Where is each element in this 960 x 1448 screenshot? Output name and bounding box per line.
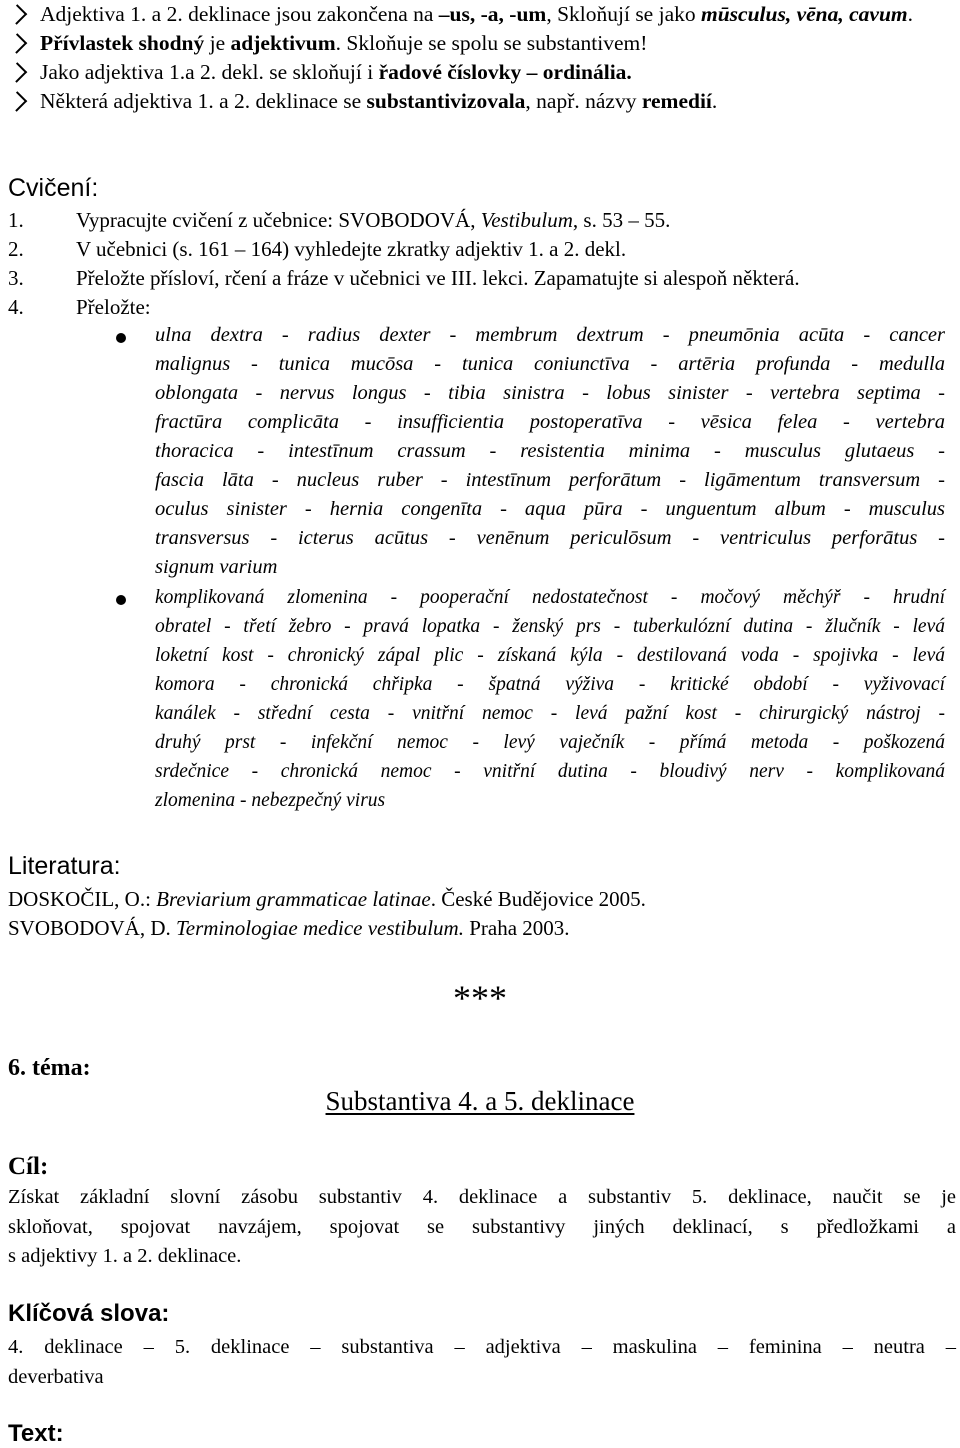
separator-stars: *** (453, 978, 507, 1018)
czech-phrase-line: srdečnice - chronická nemoc - vnitřní dutina - bloudivý nerv - komplikovaná (155, 761, 945, 782)
czech-phrases (155, 583, 945, 815)
exercise-item (8, 206, 670, 234)
text-run: řadové číslovky – ordinália. (378, 60, 632, 84)
text-run: . (907, 2, 914, 26)
text-run: . České Budějovice 2005. (430, 887, 646, 911)
text-run: DOSKOČIL, O.: (8, 887, 157, 911)
text-run: substantivizovala (366, 89, 526, 113)
bullet-item (8, 87, 717, 116)
latin-phrase-line: oculus sinister - hernia congenīta - aqua pūra - unguentum album - musculus (155, 498, 945, 520)
literatura-heading: Literatura: (8, 852, 121, 880)
keywords-text (8, 1333, 956, 1392)
text-run: . (711, 89, 718, 113)
bullet-item (8, 29, 647, 58)
exercise-item (8, 293, 151, 321)
czech-phrase-line: loketní kost - chronický zápal plic - získaná kýla - destilovaná voda - spojivka - levá (155, 645, 945, 666)
bullet-dot (116, 595, 126, 605)
text-run: , např. názvy (525, 89, 642, 113)
keywords-line: deverbativa (8, 1365, 104, 1388)
latin-phrase-line: oblongata - nervus longus - tibia sinistra - lobus sinister - vertebra septima - (155, 382, 945, 404)
text-run: Vestibulum (480, 208, 573, 232)
cil-heading: Cíl: (8, 1153, 49, 1180)
cil-line: skloňovat, spojovat navzájem, spojovat se substantivy jiných deklinací, s předložkami a (8, 1215, 956, 1238)
exercise-number: 4. (8, 295, 24, 319)
bullet-dot (116, 333, 126, 343)
text-run: adjektivum (230, 31, 336, 55)
text-run: je (204, 31, 231, 55)
exercise-number: 2. (8, 237, 24, 261)
text-run: Jako adjektiva 1.a 2. dekl. se skloňují i (40, 60, 379, 84)
arrow-bullet-icon (7, 33, 28, 54)
latin-phrase-line: malignus - tunica mucōsa - tunica coniunctīva - artēria profunda - medulla (155, 353, 945, 375)
keywords-heading: Klíčová slova: (8, 1300, 170, 1327)
bullet-item (8, 58, 632, 87)
text-run: Přívlastek shodný (40, 31, 205, 55)
latin-phrase-line: fractūra complicāta - insufficientia postoperatīva - vēsica felea - vertebra (155, 411, 945, 433)
topic-title-wrap (0, 1084, 960, 1118)
text-run: Breviarium grammaticae latinae (156, 887, 431, 911)
czech-phrase-line: kanálek - střední cesta - vnitřní nemoc - levá pažní kost - chirurgický nástroj - (155, 703, 945, 724)
text-run: Terminologiae medice vestibulum. (176, 916, 464, 940)
text-run: Přeložte přísloví, rčení a fráze v učebnici ve III. lekci. Zapamatujte si alespoň některá. (76, 266, 800, 290)
topic-label: 6. téma: (8, 1055, 91, 1081)
reference-item (8, 885, 646, 913)
latin-phrases (155, 321, 945, 582)
text-run: mūsculus, vēna, cavum (701, 2, 908, 26)
cil-line: Získat základní slovní zásobu substantiv 4. deklinace a substantiv 5. deklinace, naučit se je (8, 1186, 956, 1208)
czech-phrase-line: druhý prst - infekční nemoc - levý vaječník - přímá metoda - poškozená (155, 732, 945, 753)
arrow-bullet-icon (7, 91, 28, 112)
exercise-item (8, 235, 626, 263)
text-heading: Text: (8, 1420, 64, 1447)
cil-line: s adjektivy 1. a 2. deklinace. (8, 1245, 242, 1267)
text-run: Některá adjektiva 1. a 2. deklinace se (40, 89, 367, 113)
exercise-number: 1. (8, 208, 24, 232)
cviceni-heading: Cvičení: (8, 174, 99, 202)
reference-item (8, 914, 570, 942)
arrow-bullet-icon (7, 62, 28, 83)
exercise-number: 3. (8, 266, 24, 290)
keywords-line: 4. deklinace – 5. deklinace – substantiva – adjektiva – maskulina – feminina – neutra – (8, 1336, 956, 1358)
text-run: SVOBODOVÁ, D. (8, 916, 177, 940)
cil-text (8, 1183, 956, 1272)
text-run: Praha 2003. (463, 916, 570, 940)
topic-title: Substantiva 4. a 5. deklinace (325, 1086, 635, 1116)
czech-phrase-line: komplikovaná zlomenina - pooperační nedostatečnost - močový měchýř - hrudní (155, 587, 945, 608)
bullet-item (8, 0, 913, 29)
text-run: , Skloňují se jako (546, 2, 701, 26)
latin-phrase-line: signum varium (155, 556, 278, 578)
text-run: . Skloňuje se spolu se substantivem! (335, 31, 648, 55)
czech-phrase-line: komora - chronická chřipka - špatná výživa - kritické období - vyživovací (155, 674, 945, 695)
text-run: , s. 53 – 55. (572, 208, 671, 232)
exercise-item (8, 264, 800, 292)
text-run: V učebnici (s. 161 – 164) vyhledejte zkratky adjektiv 1. a 2. dekl. (76, 237, 627, 261)
latin-phrase-line: transversus - icterus acūtus - venēnum periculōsum - ventriculus perforātus - (155, 527, 945, 549)
latin-phrase-line: ulna dextra - radius dexter - membrum dextrum - pneumōnia acūta - cancer (155, 324, 945, 346)
latin-phrase-line: fascia lāta - nucleus ruber - intestīnum perforātum - ligāmentum transversum - (155, 469, 945, 491)
arrow-bullet-icon (7, 4, 28, 25)
text-run: remedií (641, 89, 712, 113)
text-run: Přeložte: (76, 295, 151, 319)
czech-phrase-line: obratel - třetí žebro - pravá lopatka - ženský prs - tuberkulózní dutina - žlučník - levá (155, 616, 945, 637)
text-run: –us, -a, -um (438, 2, 547, 26)
czech-phrase-line: zlomenina - nebezpečný virus (155, 790, 386, 811)
latin-phrase-line: thoracica - intestīnum crassum - resistentia minima - musculus glutaeus - (155, 440, 945, 462)
text-run: Adjektiva 1. a 2. deklinace jsou zakončena na (40, 2, 439, 26)
text-run: Vypracujte cvičení z učebnice: SVOBODOVÁ, (76, 208, 481, 232)
